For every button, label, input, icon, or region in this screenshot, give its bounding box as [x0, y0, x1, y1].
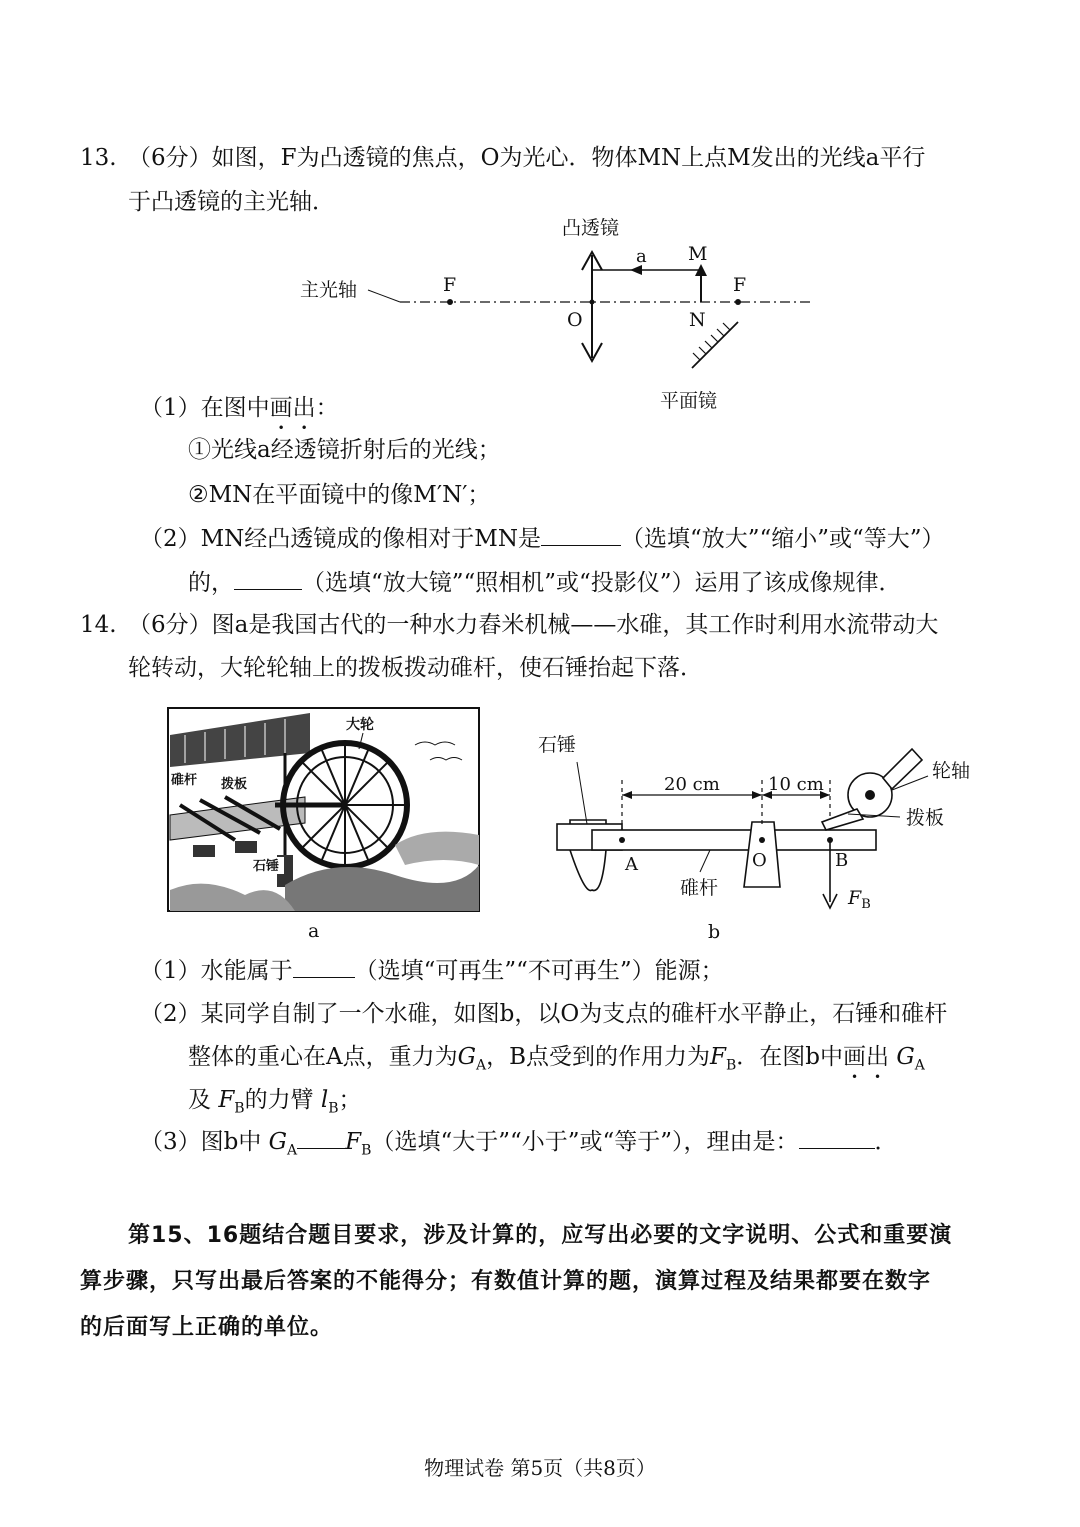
q14-blank-2[interactable] — [297, 1126, 345, 1149]
q13-part1-emphasis: 画出 — [269, 395, 316, 421]
symbol-f: F — [710, 1044, 726, 1070]
q14-figure-b — [530, 700, 1000, 945]
sub-a: A — [287, 1142, 298, 1159]
paddle-lower — [822, 809, 863, 830]
q13-stem-line2: 于凸透镜的主光轴． — [128, 189, 335, 215]
q13-part2-prefix: （2）MN经凸透镜成的像相对于MN是 — [140, 526, 541, 552]
focus-left-dot — [447, 299, 453, 305]
mirror-label: 平面镜 — [660, 390, 718, 412]
q13-part2-cont-suffix: （选填“放大镜”“照相机”或“投影仪”）运用了该成像规律． — [302, 570, 902, 596]
fig-a-hammer-label: 石锤 — [253, 859, 280, 874]
fig-b-paddle-label: 拨板 — [906, 807, 945, 829]
fig-b-rod-label: 碓杆 — [680, 877, 719, 899]
fig-a-big-wheel-label: 大轮 — [346, 717, 374, 733]
q13-part2-cont-prefix: 的， — [188, 570, 234, 596]
q14-part2-emphasis: 画出 — [843, 1044, 890, 1070]
fig-b-hammer-label: 石锤 — [538, 734, 577, 756]
fig-b-caption: b — [708, 921, 721, 943]
q14-stem-line1: （6分）图a是我国古代的一种水力舂米机械——水碓，其工作时利用水流带动大 — [128, 612, 939, 638]
sub-a: A — [914, 1057, 925, 1074]
q13-stem-line1: （6分）如图，F为凸透镜的焦点，O为光心．物体MN上点M发出的光线a平行 — [128, 145, 926, 171]
symbol-g: G — [268, 1129, 288, 1155]
q14-part1-prefix: （1）水能属于 — [140, 958, 293, 984]
q14-part2-text-c: ．在图b中 — [736, 1044, 844, 1070]
symbol-g: G — [896, 1044, 915, 1070]
lever-rod — [592, 830, 876, 850]
optical-center-dot — [590, 300, 595, 305]
sub-b: B — [328, 1100, 339, 1117]
sub-b: B — [726, 1057, 737, 1074]
fig-b-force-symbol: F — [848, 887, 862, 909]
sub-b: B — [234, 1100, 245, 1117]
q13-part1 — [140, 392, 339, 435]
symbol-f: F — [345, 1129, 362, 1155]
q13-part2 — [140, 523, 945, 555]
q13-blank-1[interactable] — [541, 523, 621, 546]
center-label: O — [567, 309, 583, 331]
focus-right-label: F — [733, 274, 747, 296]
fig-b-point-b-label: B — [835, 850, 849, 871]
q14-part2-line3 — [188, 1084, 362, 1125]
symbol-l: l — [320, 1087, 329, 1113]
q14-part3-end: ． — [874, 1129, 898, 1155]
q14-number: 14. — [80, 612, 117, 638]
fig-a-paddle-label: 拨板 — [221, 777, 248, 792]
page-footer: 物理试卷 第5页（共8页） — [424, 1456, 656, 1480]
pivot-o-dot — [759, 837, 765, 843]
fig-a-rod-label: 碓杆 — [171, 773, 198, 788]
q14-part2-line2 — [188, 1041, 925, 1084]
sub-b: B — [361, 1142, 372, 1159]
fig-b-axle-label: 轮轴 — [932, 760, 971, 782]
axis-label: 主光轴 — [300, 279, 358, 301]
q14-part3-prefix: （3）图b中 — [140, 1129, 262, 1155]
q14-part3 — [140, 1126, 898, 1167]
q14-blank-3[interactable] — [799, 1126, 875, 1149]
fig-b-point-o-label: O — [752, 850, 767, 871]
focus-left-label: F — [443, 274, 457, 296]
axis-label-leader — [368, 290, 400, 302]
paddle-upper — [883, 749, 922, 789]
fig-a-caption: a — [308, 920, 320, 942]
q13-part1-item1: ①光线a经透镜折射后的光线； — [188, 437, 501, 463]
instructions-line2: 算步骤，只写出最后答案的不能得分；有数值计算的题，演算过程及结果都要在数字 — [80, 1269, 932, 1294]
q14-blank-1[interactable] — [293, 955, 355, 978]
q14-part2-text-f: ； — [338, 1087, 362, 1113]
q13-blank-2[interactable] — [234, 567, 302, 590]
fig-b-force-subscript: B — [861, 897, 871, 912]
q14-figure-a — [165, 705, 485, 945]
instructions-line3: 的后面写上正确的单位。 — [80, 1315, 334, 1340]
q13-part2-cont — [188, 567, 902, 599]
q14-part2-line1: （2）某同学自制了一个水碓，如图b，以O为支点的碓杆水平静止，石锤和碓杆 — [140, 1001, 948, 1027]
q13-lens-diagram — [290, 210, 830, 420]
q14-part2-text-b: ，B点受到的作用力为 — [486, 1044, 711, 1070]
symbol-f: F — [218, 1087, 235, 1113]
symbol-g: G — [457, 1044, 476, 1070]
q14-part2-text-a: 整体的重心在A点，重力为 — [188, 1044, 458, 1070]
lens-label: 凸透镜 — [562, 217, 620, 239]
q14-part1-suffix: （选填“可再生”“不可再生”）能源； — [354, 958, 724, 984]
q13-part1-prefix: （1）在图中 — [140, 395, 270, 421]
point-n-label: N — [689, 309, 706, 331]
point-m-label: M — [688, 243, 708, 265]
fig-b-point-a-label: A — [625, 854, 638, 875]
q14-stem-line2: 轮转动，大轮轮轴上的拨板拨动碓杆，使石锤抬起下落． — [128, 655, 703, 681]
sub-a: A — [476, 1057, 487, 1074]
q14-part3-mid: （选填“大于”“小于”或“等于”），理由是： — [371, 1129, 799, 1155]
q14-part2-text-d: 及 — [188, 1087, 211, 1113]
focus-right-dot — [735, 299, 741, 305]
q13-part1-item2: ②MN在平面镜中的像M′N′； — [188, 482, 491, 508]
q13-number: 13. — [80, 145, 117, 171]
fig-b-force-label — [847, 887, 871, 912]
q13-part2-suffix: （选填“放大”“缩小”或“等大”） — [620, 526, 945, 552]
q14-part2-text-e: 的力臂 — [244, 1087, 314, 1113]
instructions-line1: 第15、16题结合题目要求，涉及计算的，应写出必要的文字说明、公式和重要演 — [128, 1223, 953, 1248]
fig-b-dist2-label: 10 cm — [768, 774, 824, 795]
fig-b-dist1-label: 20 cm — [664, 774, 720, 795]
q13-part1-suffix: ： — [315, 395, 339, 421]
point-a-dot — [619, 837, 625, 843]
ray-label: a — [636, 246, 647, 267]
q14-part1 — [140, 955, 724, 987]
